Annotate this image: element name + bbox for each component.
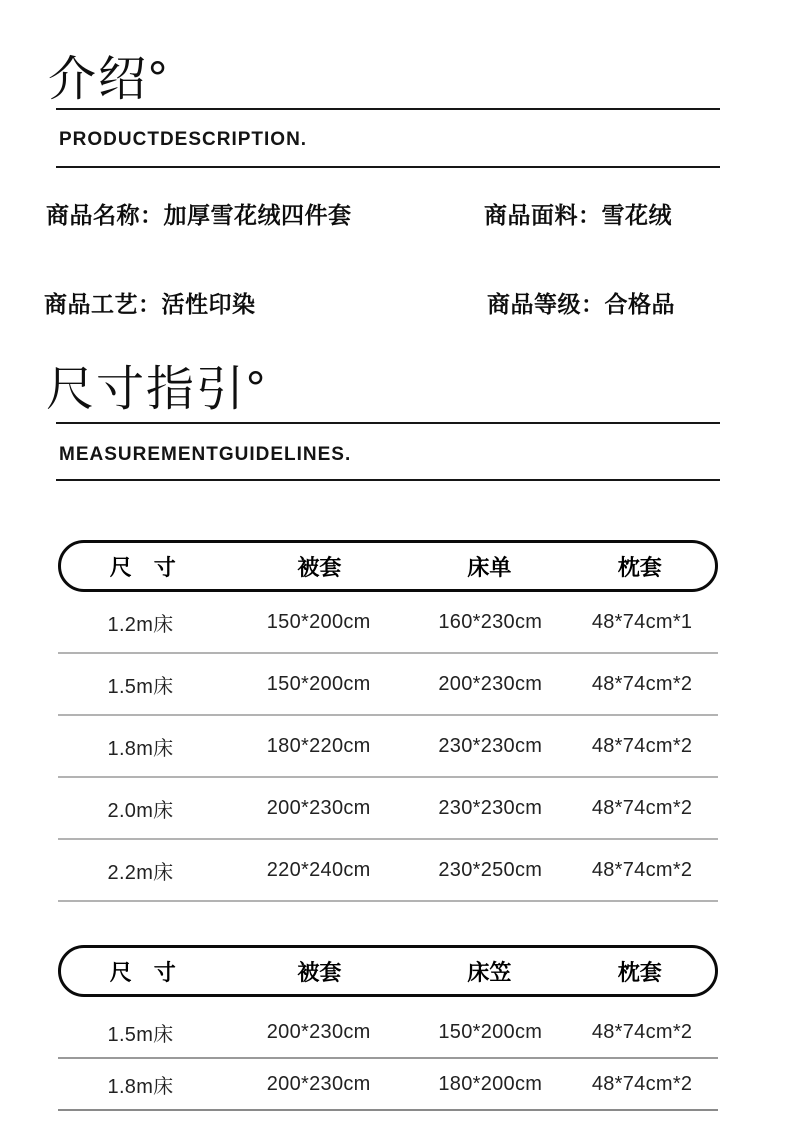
cell-bed-size: 2.2m床	[107, 861, 174, 884]
size-section-subtitle: MEASUREMENTGUIDELINES.	[59, 444, 352, 465]
header-cell-duvet-cover: 被套	[297, 959, 342, 985]
cell-bed-size: 1.8m床	[107, 737, 174, 760]
product-craft-field: 商品工艺：活性印染	[44, 291, 256, 317]
product-grade-field: 商品等级：合格品	[487, 291, 675, 317]
cell-duvet-cover: 150*200cm	[266, 610, 371, 633]
cell-bed-sheet: 230*230cm	[438, 796, 543, 819]
intro-section-title: 介绍°	[48, 53, 170, 106]
cell-duvet-cover: 220*240cm	[266, 858, 371, 881]
cell-pillowcase: 48*74cm*1	[591, 610, 693, 633]
header-cell-size: 尺 寸	[109, 959, 176, 985]
cell-bed-size: 1.5m床	[107, 1023, 174, 1046]
cell-fitted-sheet: 150*200cm	[438, 1020, 543, 1043]
cell-bed-sheet: 230*230cm	[438, 734, 543, 757]
size-table-2-body	[58, 997, 718, 1111]
size-table-2-header	[58, 945, 718, 997]
cell-duvet-cover: 180*220cm	[266, 734, 371, 757]
table-row	[58, 716, 718, 778]
table-row	[58, 840, 718, 902]
size-table-1-body	[58, 592, 718, 902]
size-table-1-header	[58, 540, 718, 592]
cell-pillowcase: 48*74cm*2	[591, 858, 693, 881]
table-row	[58, 778, 718, 840]
header-cell-pillowcase: 枕套	[617, 554, 662, 580]
size-table-1	[58, 540, 718, 902]
cell-pillowcase: 48*74cm*2	[591, 672, 693, 695]
intro-section-subtitle: PRODUCTDESCRIPTION.	[59, 129, 308, 150]
divider-line	[56, 108, 720, 110]
table-row	[58, 1059, 718, 1111]
cell-duvet-cover: 200*230cm	[266, 1020, 371, 1043]
cell-duvet-cover: 200*230cm	[266, 796, 371, 819]
header-cell-bed-sheet: 床单	[467, 554, 512, 580]
cell-duvet-cover: 150*200cm	[266, 672, 371, 695]
size-section-title: 尺寸指引°	[46, 363, 268, 416]
cell-bed-size: 1.2m床	[107, 613, 174, 636]
cell-pillowcase: 48*74cm*2	[591, 1020, 693, 1043]
cell-bed-sheet: 160*230cm	[438, 610, 543, 633]
cell-pillowcase: 48*74cm*2	[591, 734, 693, 757]
size-table-2	[58, 945, 718, 1111]
cell-bed-size: 1.8m床	[107, 1075, 174, 1098]
divider-line	[56, 422, 720, 424]
table-row	[58, 654, 718, 716]
cell-duvet-cover: 200*230cm	[266, 1072, 371, 1095]
cell-bed-size: 2.0m床	[107, 799, 174, 822]
divider-line	[56, 479, 720, 481]
cell-bed-sheet: 200*230cm	[438, 672, 543, 695]
header-cell-fitted-sheet: 床笠	[467, 959, 512, 985]
header-cell-pillowcase: 枕套	[617, 959, 662, 985]
header-cell-duvet-cover: 被套	[297, 554, 342, 580]
cell-fitted-sheet: 180*200cm	[438, 1072, 543, 1095]
table-row	[58, 592, 718, 654]
cell-bed-size: 1.5m床	[107, 675, 174, 698]
product-name-field: 商品名称：加厚雪花绒四件套	[46, 202, 352, 228]
table-row	[58, 1007, 718, 1059]
divider-line	[56, 166, 720, 168]
cell-pillowcase: 48*74cm*2	[591, 1072, 693, 1095]
cell-bed-sheet: 230*250cm	[438, 858, 543, 881]
header-cell-size: 尺 寸	[109, 554, 176, 580]
cell-pillowcase: 48*74cm*2	[591, 796, 693, 819]
product-fabric-field: 商品面料：雪花绒	[484, 202, 672, 228]
